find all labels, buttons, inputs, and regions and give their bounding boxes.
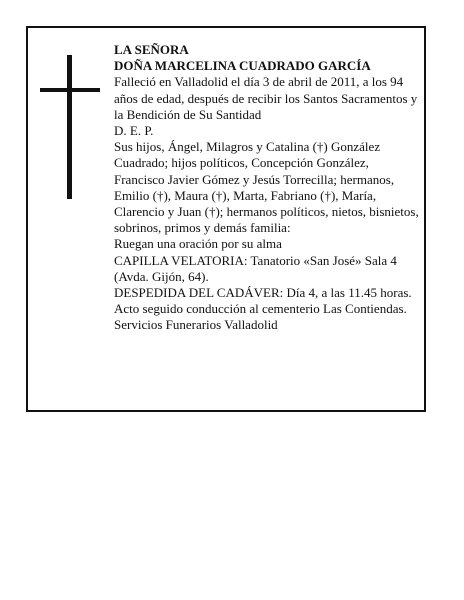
family-list: Sus hijos, Ángel, Milagros y Catalina (†) González Cuadrado; hijos políticos, Concepción González, Francisco Javier Gómez y Jesús Torrecilla; hermanos, Emilio (†), Maura (†), Marta, Fabriano (†), María, Clarencio y Juan (†); hermanos políticos, nietos, bisnietos, sobrinos, primos y demás familia: xyxy=(114,139,419,236)
deceased-name: DOÑA MARCELINA CUADRADO GARCÍA xyxy=(114,58,371,74)
cross-icon-bar xyxy=(40,88,100,92)
prayer-request: Ruegan una oración por su alma xyxy=(114,236,282,252)
death-details: Falleció en Valladolid el día 3 de abril de 2011, a los 94 años de edad, después de recibir los Santos Sacramentos y la Bendición de Su Santidad xyxy=(114,74,418,122)
chapel-info: CAPILLA VELATORIA: Tanatorio «San José» Sala 4 (Avda. Gijón, 64). xyxy=(114,252,397,284)
dep-line: D. E. P. xyxy=(114,123,154,139)
notice-title: LA SEÑORA xyxy=(114,42,189,57)
farewell-info: DESPEDIDA DEL CADÁVER: Día 4, a las 11.45 horas. Acto seguido conducción al cementerio Las Contiendas. xyxy=(114,285,412,317)
obituary-notice xyxy=(26,26,426,412)
funeral-services: Servicios Funerarios Valladolid xyxy=(114,317,278,333)
notice-text xyxy=(114,42,420,334)
cross-icon xyxy=(67,55,72,199)
